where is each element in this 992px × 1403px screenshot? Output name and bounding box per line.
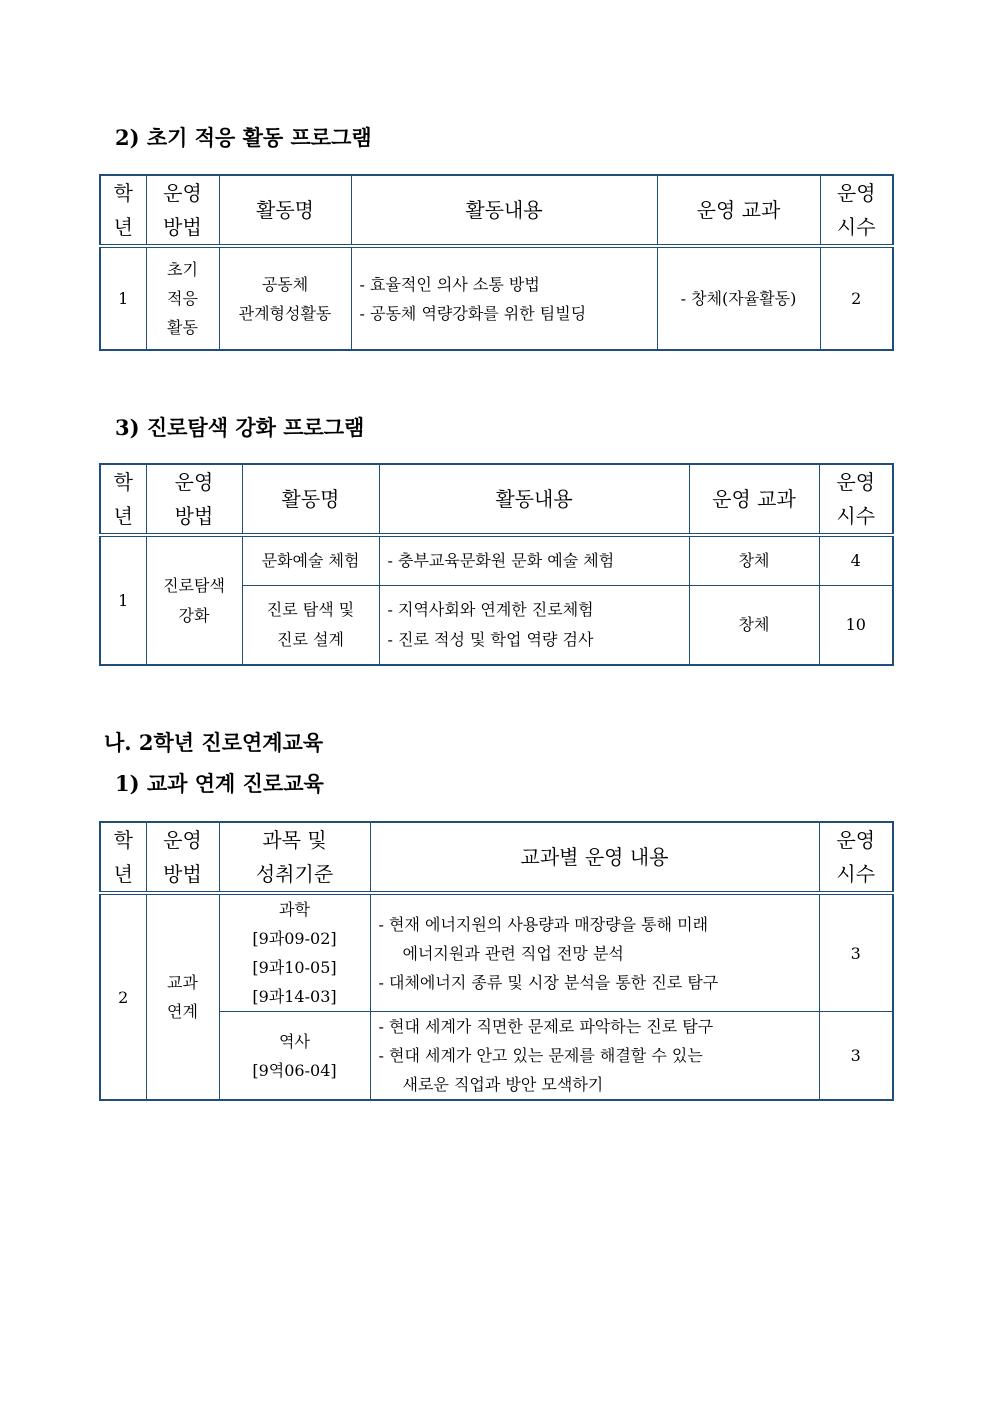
activity-content-cell: - 충부교육문화원 문화 예술 체험 <box>379 535 689 585</box>
operation-content-cell: - 현대 세계가 직면한 문제로 파악하는 진로 탐구 - 현대 세계가 안고 있는 문제를 해결할 수 있는 새로운 직업과 방안 모색하기 <box>370 1012 819 1101</box>
table-row <box>100 1012 893 1101</box>
header-grade: 학 년 <box>100 464 146 535</box>
activity-name-cell: 진로 탐색 및 진로 설계 <box>242 585 379 665</box>
activity-content-cell: - 지역사회와 연계한 진로체험 - 진로 적성 및 학업 역량 검사 <box>379 585 689 665</box>
header-method: 운영 방법 <box>146 464 242 535</box>
initial-adaptation-table <box>99 174 894 351</box>
header-hours: 운영 시수 <box>819 464 893 535</box>
operation-content-cell: - 현재 에너지원의 사용량과 매장량을 통해 미래 에너지원과 관련 직업 전망 분석 - 대체에너지 종류 및 시장 분석을 통한 진로 탐구 <box>370 893 819 1012</box>
header-operation-content: 교과별 운영 내용 <box>370 822 819 893</box>
method-cell: 초기 적응 활동 <box>146 246 219 350</box>
header-activity-content: 활동내용 <box>379 464 689 535</box>
section-heading-career-exploration: 3) 진로탐색 강화 프로그램 <box>115 415 365 440</box>
hours-cell: 2 <box>820 246 893 350</box>
activity-name-cell: 문화예술 체험 <box>242 535 379 585</box>
hours-cell: 10 <box>819 585 893 665</box>
hours-cell: 3 <box>819 893 893 1012</box>
header-activity-name: 활동명 <box>219 175 351 246</box>
table-row <box>100 893 893 1012</box>
header-subject: 운영 교과 <box>689 464 819 535</box>
subject-standards-cell: 역사 [9역06-04] <box>219 1012 370 1101</box>
method-cell: 교과 연계 <box>146 893 219 1100</box>
subject-cell: 창체 <box>689 535 819 585</box>
grade-cell: 2 <box>100 893 146 1100</box>
header-method: 운영 방법 <box>146 175 219 246</box>
header-method: 운영 방법 <box>146 822 219 893</box>
subject-standards-cell: 과학 [9과09-02] [9과10-05] [9과14-03] <box>219 893 370 1012</box>
subject-cell: 창체 <box>689 585 819 665</box>
hours-cell: 3 <box>819 1012 893 1101</box>
table-row <box>100 535 893 585</box>
grade-cell: 1 <box>100 535 146 665</box>
subsection-heading-subject-linked: 1) 교과 연계 진로교육 <box>115 771 324 796</box>
career-exploration-table <box>99 463 894 666</box>
table-row <box>100 246 893 350</box>
section-heading-initial-adaptation: 2) 초기 적응 활동 프로그램 <box>115 125 372 150</box>
method-cell: 진로탐색 강화 <box>146 535 242 665</box>
grade-cell: 1 <box>100 246 146 350</box>
activity-name-cell: 공동체 관계형성활동 <box>219 246 351 350</box>
header-activity-content: 활동내용 <box>351 175 657 246</box>
subject-linked-career-table <box>99 821 894 1101</box>
section-heading-grade2: 나. 2학년 진로연계교육 <box>104 730 324 755</box>
hours-cell: 4 <box>819 535 893 585</box>
subject-cell: - 창체(자율활동) <box>657 246 820 350</box>
header-hours: 운영 시수 <box>820 175 893 246</box>
header-grade: 학 년 <box>100 175 146 246</box>
activity-content-cell: - 효율적인 의사 소통 방법 - 공동체 역량강화를 위한 팀빌딩 <box>351 246 657 350</box>
header-hours: 운영 시수 <box>819 822 893 893</box>
header-subject-standards: 과목 및 성취기준 <box>219 822 370 893</box>
header-activity-name: 활동명 <box>242 464 379 535</box>
header-grade: 학 년 <box>100 822 146 893</box>
header-subject: 운영 교과 <box>657 175 820 246</box>
